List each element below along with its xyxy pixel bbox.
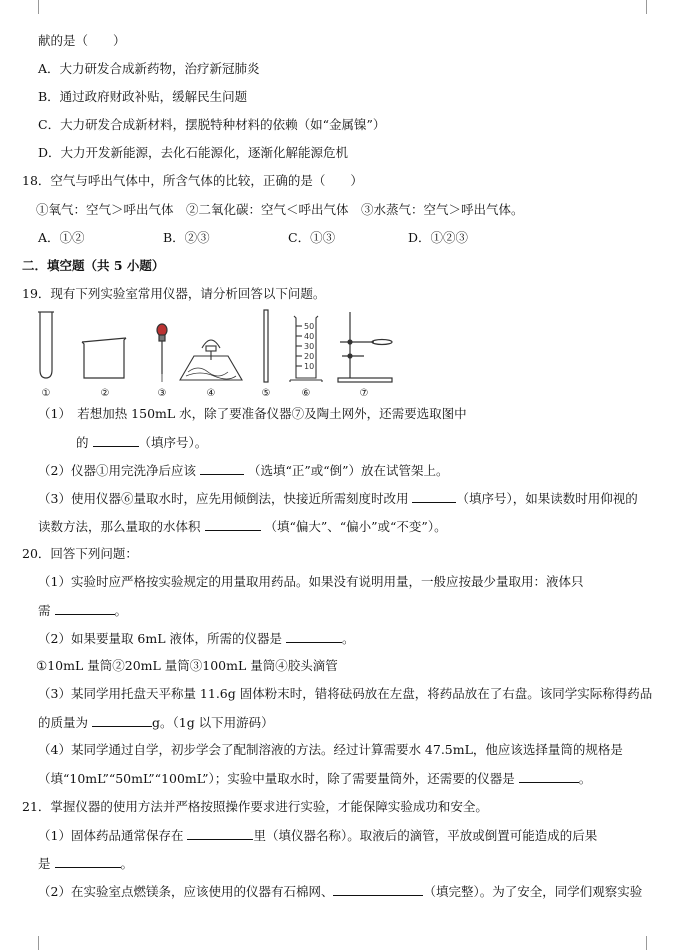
- answer-blank[interactable]: [93, 434, 139, 447]
- text: （3）使用仪器⑥量取水时，应先用倾倒法，快接近所需刻度时改用: [38, 491, 409, 506]
- apparatus-label-4: ④: [206, 388, 216, 399]
- question-20-4-cont: [38, 770, 591, 787]
- text: g。（1g 以下用游码）: [152, 715, 274, 730]
- text: 。: [114, 603, 128, 618]
- apparatus-label-7: ⑦: [359, 388, 369, 399]
- text: （2）仪器①用完洗净后应该: [38, 463, 196, 478]
- text: 的: [76, 435, 89, 450]
- lab-apparatus-figure: [28, 308, 398, 400]
- question-21: 21．掌握仪器的使用方法并严格按照操作要求进行实验，才能保障实验成功和安全。: [22, 799, 488, 814]
- question-18: 18．空气与呼出气体中，所含气体的比较，正确的是（ ）: [22, 173, 363, 188]
- apparatus-label-5: ⑤: [261, 388, 271, 399]
- question-18-options: [38, 230, 468, 246]
- question-19-3: [38, 490, 638, 507]
- text: （填序号）。: [138, 435, 208, 450]
- text: （填完整）。为了安全，同学们观察实验: [423, 884, 643, 899]
- question-20-4: （4）某同学通过自学，初步学会了配制溶液的方法。经过计算需要水 47.5mL，他应该选择量筒的规格是: [38, 742, 623, 757]
- cylinder-tick-label: 50: [304, 322, 315, 331]
- option-c: C．大力研发合成新材料，摆脱特种材料的依赖（如“金属镍”）: [38, 117, 386, 132]
- question-19-2: [38, 462, 449, 479]
- question-20: 20．回答下列问题：: [22, 546, 138, 561]
- alcohol-lamp-icon: [180, 340, 242, 380]
- question-20-1-cont: [38, 602, 127, 619]
- question-20-3: （3）某同学用托盘天平称量 11.6g 固体粉末时，错将砝码放在左盘，将药品放在了右盘。该同学实际称得药品: [38, 686, 653, 701]
- crop-mark: [24, 0, 39, 14]
- cylinder-tick-label: 30: [304, 342, 315, 351]
- answer-blank[interactable]: [412, 490, 456, 503]
- text: 。: [578, 771, 592, 786]
- text: 是: [38, 856, 51, 871]
- text: （填序号），如果读数时用仰视的: [456, 491, 638, 506]
- answer-blank[interactable]: [519, 770, 579, 783]
- question-20-3-cont: [38, 714, 274, 731]
- answer-blank[interactable]: [55, 602, 115, 615]
- cylinder-tick-label: 40: [304, 332, 315, 341]
- text: （1）固体药品通常保存在: [38, 828, 184, 843]
- question-20-1: （1）实验时应严格按实验规定的用量取用药品。如果没有说明用量，一般应按最少量取用：液体只: [38, 574, 584, 589]
- question-19: 19．现有下列实验室常用仪器，请分析回答以下问题。: [22, 286, 326, 301]
- cylinder-tick-label: 20: [304, 352, 315, 361]
- text: 。: [342, 631, 355, 646]
- question-19-1-cont: [76, 434, 207, 451]
- question-20-2-choices: ①10mL 量筒②20mL 量筒③100mL 量筒④胶头滴管: [36, 658, 338, 673]
- question-20-2: [38, 630, 355, 647]
- text: 的质量为: [38, 715, 89, 730]
- answer-blank[interactable]: [200, 462, 244, 475]
- option-d: D．①②③: [408, 230, 469, 245]
- text: 读数方法，那么量取的水体积: [38, 519, 201, 534]
- dropper-icon: [157, 324, 167, 382]
- apparatus-label-2: ②: [100, 388, 110, 399]
- option-d: D．大力开发新能源，去化石能源化，逐渐化解能源危机: [38, 145, 349, 160]
- apparatus-label-6: ⑥: [301, 388, 311, 399]
- apparatus-label-3: ③: [157, 388, 167, 399]
- text: 里（填仪器名称）。取液后的滴管，平放或倒置可能造成的后果: [253, 828, 598, 843]
- text: （2）如果要量取 6mL 液体，所需的仪器是: [38, 631, 283, 646]
- iron-stand-icon: [338, 312, 392, 382]
- question-21-1: [38, 827, 597, 844]
- answer-blank[interactable]: [187, 827, 253, 840]
- question-17-stem-tail: 献的是（ ）: [38, 33, 126, 48]
- text: 需: [38, 603, 51, 618]
- option-b: B．通过政府财政补贴，缓解民生问题: [38, 89, 248, 104]
- text: （选填“正”或“倒”）放在试管架上。: [247, 463, 449, 478]
- question-21-2: [38, 883, 642, 900]
- option-b: B．②③: [163, 230, 210, 245]
- text: （填“偏大”、“偏小”或“不变”）。: [264, 519, 447, 534]
- crop-mark: [646, 936, 661, 950]
- option-a: A．大力研发合成新药物，治疗新冠肺炎: [38, 61, 260, 76]
- answer-blank[interactable]: [92, 714, 152, 727]
- option-a: A．①②: [38, 230, 85, 245]
- crop-mark: [646, 0, 661, 14]
- text: （填“10mL”“50mL”“100mL”）；实验中量取水时，除了需要量筒外，还需要的仪器是: [38, 771, 515, 786]
- question-18-statements: ①氧气：空气＞呼出气体 ②二氧化碳：空气＜呼出气体 ③水蒸气：空气＞呼出气体。: [36, 202, 524, 217]
- text: 。: [120, 856, 134, 871]
- section-heading: 二．填空题（共 5 小题）: [22, 258, 165, 273]
- question-21-1-cont: [38, 855, 133, 872]
- answer-blank[interactable]: [286, 630, 342, 643]
- option-c: C．①③: [288, 230, 336, 245]
- question-19-1: （1） 若想加热 150mL 水，除了要准备仪器⑦及陶土网外，还需要选取图中: [38, 406, 467, 421]
- answer-blank[interactable]: [205, 518, 261, 531]
- cylinder-tick-label: 10: [304, 362, 315, 371]
- test-tube-icon: [38, 312, 54, 378]
- apparatus-label-1: ①: [41, 388, 51, 399]
- answer-blank[interactable]: [333, 883, 423, 896]
- question-19-3-cont: [38, 518, 447, 535]
- answer-blank[interactable]: [55, 855, 121, 868]
- text: （2）在实验室点燃镁条，应该使用的仪器有石棉网、: [38, 884, 334, 899]
- crop-mark: [24, 936, 39, 950]
- glass-rod-icon: [264, 310, 268, 382]
- beaker-icon: [82, 338, 126, 378]
